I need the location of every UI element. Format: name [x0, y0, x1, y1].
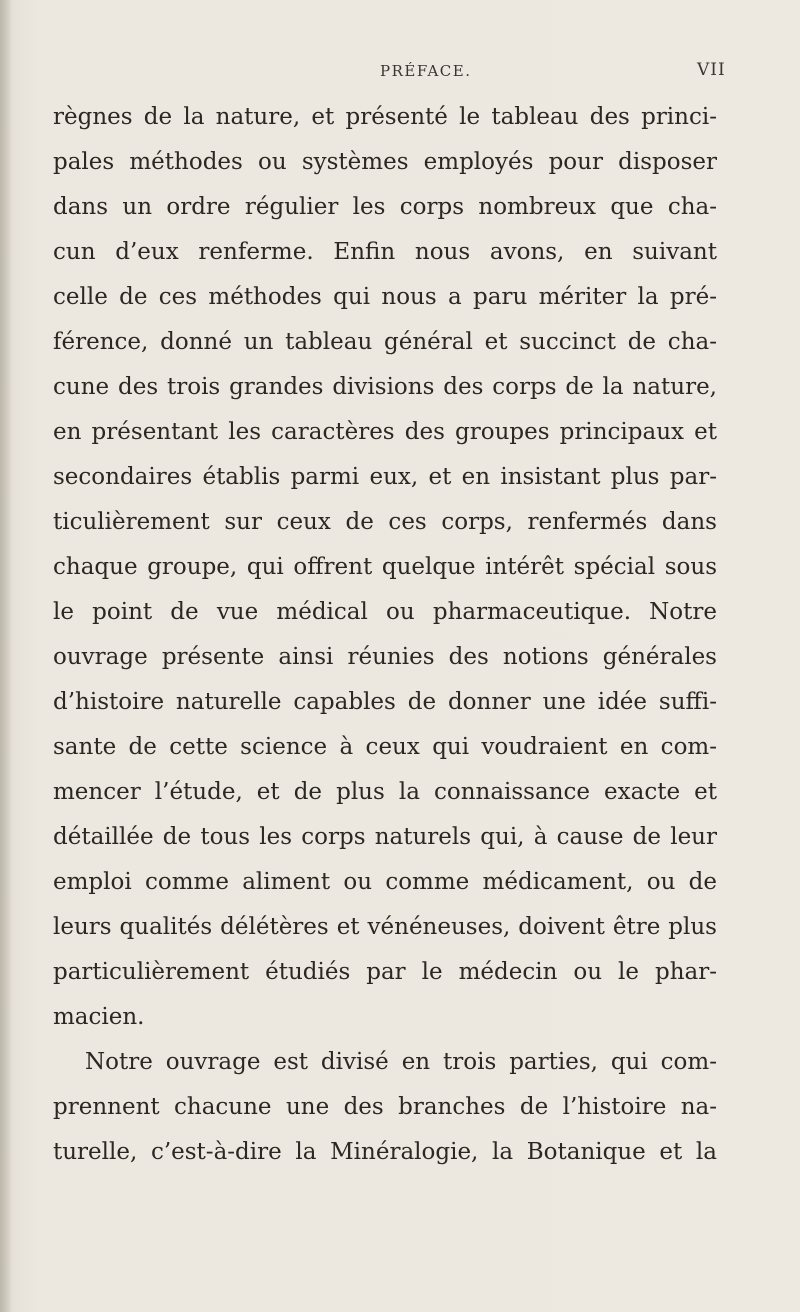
text-line: férence, donné un tableau général et succinct de cha- — [53, 329, 717, 355]
text-line: leurs qualités délétères et vénéneuses, doivent être plus — [53, 914, 717, 940]
paragraph-2 — [53, 1040, 717, 1175]
text-line: dans un ordre régulier les corps nombreux que cha- — [53, 194, 717, 220]
text-line: chaque groupe, qui offrent quelque intérêt spécial sous — [53, 554, 717, 580]
text-line: détaillée de tous les corps naturels qui, à cause de leur — [53, 824, 717, 850]
page-number: VII — [697, 60, 726, 80]
text-line: sante de cette science à ceux qui voudraient en com- — [53, 734, 717, 760]
text-line: ouvrage présente ainsi réunies des notions générales — [53, 644, 717, 670]
running-head: PRÉFACE. — [380, 62, 472, 80]
paragraph-1 — [53, 95, 717, 1040]
text-line: le point de vue médical ou pharmaceutique. Notre — [53, 599, 717, 625]
text-line: macien. — [53, 1004, 145, 1030]
text-line: celle de ces méthodes qui nous a paru mériter la pré- — [53, 284, 717, 310]
text-line: cune des trois grandes divisions des corps de la nature, — [53, 374, 717, 400]
text-line: particulièrement étudiés par le médecin ou le phar- — [53, 959, 717, 985]
text-line: cun d’eux renferme. Enfin nous avons, en suivant — [53, 239, 717, 265]
spine-shadow — [0, 0, 12, 1312]
text-line: emploi comme aliment ou comme médicament, ou de — [53, 869, 717, 895]
text-line: en présentant les caractères des groupes principaux et — [53, 419, 717, 445]
text-line: d’histoire naturelle capables de donner une idée suffi- — [53, 689, 717, 715]
text-line: secondaires établis parmi eux, et en insistant plus par- — [53, 464, 717, 490]
text-line: prennent chacune une des branches de l’histoire na- — [53, 1094, 717, 1120]
text-line: mencer l’étude, et de plus la connaissance exacte et — [53, 779, 717, 805]
text-line: Notre ouvrage est divisé en trois parties, qui com- — [85, 1049, 717, 1075]
text-line: règnes de la nature, et présenté le tableau des princi- — [53, 104, 717, 130]
text-line: turelle, c’est-à-dire la Minéralogie, la Botanique et la — [53, 1139, 717, 1165]
body-text — [53, 95, 717, 1175]
text-line: ticulièrement sur ceux de ces corps, renfermés dans — [53, 509, 717, 535]
page-header — [0, 56, 800, 86]
text-line: pales méthodes ou systèmes employés pour disposer — [53, 149, 717, 175]
